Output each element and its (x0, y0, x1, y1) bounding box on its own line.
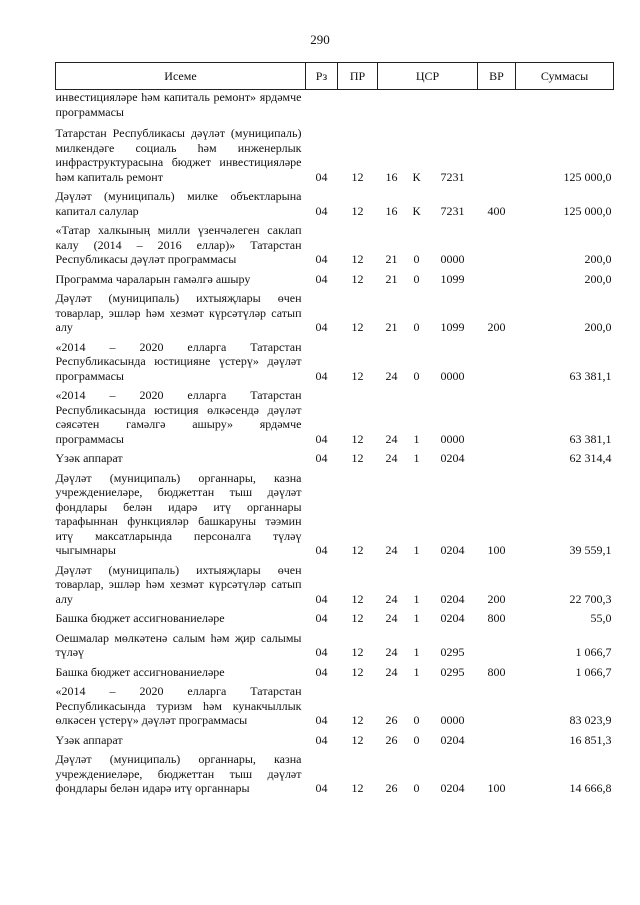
row-csr-code: 0000 (440, 713, 465, 727)
row-sum: 14 666,8 (569, 781, 612, 795)
row-csr-code: 0000 (440, 368, 465, 383)
header-vr: ВР (478, 63, 516, 90)
row-name: Дәүләт (муниципаль) органнары, казна учреждениеләре, бюджеттан тыш дәүләт фондлары белән идарә итү органнары тарафыннан функцияләр башкаруны тәэмин итү максатларында персоналга түләү чыгымнары (55, 470, 302, 557)
row-vr (478, 681, 516, 730)
row-csr-program: 16 (385, 203, 398, 218)
row-name: Дәүләт (муниципаль) органнары, казна учреждениеләре, бюджеттан тыш дәүләт фондлары белән идарә итү органнары (55, 752, 302, 795)
row-name: «Татар халкының милли үзенчәлеген саклап калу (2014 – 2016 еллар)» Татарстан Республикасы дәүләт программасы (55, 223, 302, 266)
row-csr-program: 21 (385, 320, 398, 334)
row-pr: 12 (351, 591, 364, 606)
table-row (56, 337, 614, 386)
row-csr-program: 26 (385, 713, 398, 727)
row-sum: 200,0 (584, 320, 612, 334)
row-csr-program: 24 (385, 645, 398, 659)
table-row (56, 560, 614, 609)
table-row (56, 681, 614, 730)
row-pr: 12 (351, 169, 364, 184)
row-pr: 12 (351, 781, 364, 795)
row-vr: 100 (487, 543, 506, 557)
row-sum: 55,0 (590, 611, 612, 625)
row-vr (478, 337, 516, 386)
row-pr: 12 (351, 431, 364, 446)
budget-table-container (55, 62, 613, 798)
table-row (56, 220, 614, 269)
table-row (56, 385, 614, 448)
row-name: Татарстан Республикасы дәүләт (муниципаль) милкендәге социаль һәм инженерлык инфраструктурасына бюджет инвестицияләре һәм капиталь ремонт (55, 126, 302, 184)
table-row (56, 269, 614, 289)
row-pr: 12 (351, 368, 364, 383)
row-csr-program: 24 (385, 611, 398, 625)
row-name: Дәүләт (муниципаль) ихтыяҗлары өчен товарлар, эшләр һәм хезмәт күрсәтүләр сатып алу (55, 291, 302, 334)
row-csr-code: 0204 (440, 611, 465, 625)
row-rz: 04 (315, 713, 328, 727)
row-sum: 1 066,7 (575, 645, 612, 659)
row-csr-program: 26 (385, 732, 398, 747)
row-pr: 12 (351, 203, 364, 218)
row-pr: 12 (351, 664, 364, 679)
table-row (56, 628, 614, 662)
row-csr-code: 0295 (440, 664, 465, 679)
budget-table (55, 62, 614, 798)
row-sum: 1 066,7 (575, 664, 612, 679)
row-sum: 63 381,1 (569, 431, 612, 446)
row-csr-code: 7231 (440, 169, 465, 184)
row-csr-code: 0204 (440, 781, 465, 795)
row-sum: 200,0 (584, 252, 612, 266)
row-sum: 200,0 (584, 271, 612, 286)
row-rz: 04 (315, 368, 328, 383)
row-vr (478, 123, 516, 186)
row-csr-program: 16 (385, 169, 398, 184)
page-number: 290 (310, 32, 330, 47)
table-body (56, 90, 614, 798)
row-vr: 200 (487, 320, 506, 334)
row-sum: 16 851,3 (569, 732, 612, 747)
row-name: Дәүләт (муниципаль) ихтыяҗлары өчен товарлар, эшләр һәм хезмәт күрсәтүләр сатып алу (55, 562, 302, 606)
row-csr-subprogram: К (412, 203, 421, 218)
row-vr: 800 (487, 664, 506, 679)
row-csr-subprogram: 1 (413, 591, 420, 606)
row-name: «2014 – 2020 елларга Татарстан Республикасында юстиция өлкәсендә дәүләт сәясәтен гамәлгә ашыру» ярдәмче программасы (55, 388, 302, 446)
row-vr (478, 220, 516, 269)
row-rz: 04 (315, 543, 328, 557)
row-name: Үзәк аппарат (55, 451, 123, 465)
row-rz: 04 (315, 451, 328, 465)
row-csr-code: 1099 (440, 271, 465, 286)
row-rz: 04 (315, 271, 328, 286)
row-sum: 39 559,1 (569, 543, 612, 557)
row-pr: 12 (351, 713, 364, 727)
row-rz: 04 (315, 320, 328, 334)
row-vr (478, 448, 516, 468)
row-vr (478, 628, 516, 662)
header-name: Исеме (56, 63, 306, 90)
row-rz: 04 (315, 252, 328, 266)
row-vr: 200 (487, 591, 506, 606)
row-pr: 12 (351, 543, 364, 557)
row-rz: 04 (315, 664, 328, 679)
row-sum: 125 000,0 (563, 203, 612, 218)
row-vr (478, 730, 516, 750)
row-csr-code: 1099 (440, 320, 465, 334)
row-sum: 125 000,0 (563, 169, 612, 184)
row-pr: 12 (351, 611, 364, 625)
row-csr-subprogram: 1 (413, 611, 420, 625)
row-pr: 12 (351, 252, 364, 266)
row-name: Оешмалар мөлкәтенә салым һәм җир салымы түләү (55, 630, 302, 659)
row-csr-program: 24 (385, 664, 398, 679)
table-row (56, 448, 614, 468)
row-name: «2014 – 2020 елларга Татарстан Республикасында туризм һәм кунакчыллык өлкәсен үстерү» дәүләт программасы (55, 684, 302, 727)
row-csr-program: 24 (385, 591, 398, 606)
row-name: Программа чараларын гамәлгә ашыру (55, 271, 251, 286)
row-csr-program: 21 (385, 271, 398, 286)
row-sum: 22 700,3 (569, 591, 612, 606)
row-name: Башка бюджет ассигнованиеләре (55, 664, 225, 679)
row-vr: 800 (487, 611, 506, 625)
row-csr-code: 0000 (440, 431, 465, 446)
row-pr: 12 (351, 271, 364, 286)
row-csr-subprogram: 1 (413, 645, 420, 659)
row-csr-program: 24 (385, 451, 398, 465)
row-csr-subprogram: 0 (413, 713, 420, 727)
table-row (56, 468, 614, 560)
row-rz: 04 (315, 591, 328, 606)
row-csr-program: 24 (385, 543, 398, 557)
continuation-row (56, 90, 614, 124)
row-csr-subprogram: 1 (413, 451, 420, 465)
row-csr-subprogram: 0 (413, 781, 420, 795)
row-name: «2014 – 2020 елларга Татарстан Республикасында юстицияне үстерү» дәүләт программасы (55, 339, 302, 383)
row-csr-code: 0204 (440, 543, 465, 557)
row-csr-subprogram: 0 (413, 368, 420, 383)
header-csr: ЦСР (378, 63, 478, 90)
row-pr: 12 (351, 645, 364, 659)
row-name: Дәүләт (муниципаль) милке объектларына капитал салулар (55, 189, 302, 218)
row-rz: 04 (315, 781, 328, 795)
row-csr-code: 0204 (440, 591, 465, 606)
row-vr (478, 269, 516, 289)
row-vr: 400 (487, 203, 506, 218)
row-csr-subprogram: К (412, 169, 421, 184)
row-vr (478, 385, 516, 448)
table-row (56, 662, 614, 682)
row-rz: 04 (315, 203, 328, 218)
row-rz: 04 (315, 732, 328, 747)
row-csr-subprogram: 0 (413, 732, 420, 747)
row-vr: 100 (487, 781, 506, 795)
table-row (56, 608, 614, 628)
row-csr-subprogram: 0 (413, 252, 420, 266)
row-sum: 63 381,1 (569, 368, 612, 383)
row-csr-program: 21 (385, 252, 398, 266)
row-name: Башка бюджет ассигнованиеләре (55, 611, 225, 625)
table-row (56, 749, 614, 798)
table-header-row (56, 63, 614, 90)
row-csr-subprogram: 1 (413, 664, 420, 679)
table-row (56, 288, 614, 337)
row-csr-code: 0204 (440, 732, 465, 747)
table-row (56, 123, 614, 186)
row-name: Үзәк аппарат (55, 732, 123, 747)
row-rz: 04 (315, 431, 328, 446)
row-pr: 12 (351, 320, 364, 334)
row-csr-subprogram: 0 (413, 320, 420, 334)
row-csr-subprogram: 1 (413, 543, 420, 557)
row-csr-program: 24 (385, 368, 398, 383)
row-csr-code: 0295 (440, 645, 465, 659)
row-csr-program: 26 (385, 781, 398, 795)
row-csr-code: 0204 (440, 451, 465, 465)
row-csr-code: 0000 (440, 252, 465, 266)
continuation-text: инвестицияләре һәм капиталь ремонт» ярдәмче программасы (55, 90, 302, 119)
row-csr-program: 24 (385, 431, 398, 446)
row-csr-subprogram: 1 (413, 431, 420, 446)
header-sum: Суммасы (516, 63, 614, 90)
row-sum: 83 023,9 (569, 713, 612, 727)
table-row (56, 730, 614, 750)
row-sum: 62 314,4 (569, 451, 612, 465)
row-pr: 12 (351, 732, 364, 747)
row-csr-code: 7231 (440, 203, 465, 218)
row-rz: 04 (315, 645, 328, 659)
row-rz: 04 (315, 611, 328, 625)
header-pr: ПР (338, 63, 378, 90)
header-rz: Рз (306, 63, 338, 90)
row-pr: 12 (351, 451, 364, 465)
row-rz: 04 (315, 169, 328, 184)
table-row (56, 186, 614, 220)
row-csr-subprogram: 0 (413, 271, 420, 286)
